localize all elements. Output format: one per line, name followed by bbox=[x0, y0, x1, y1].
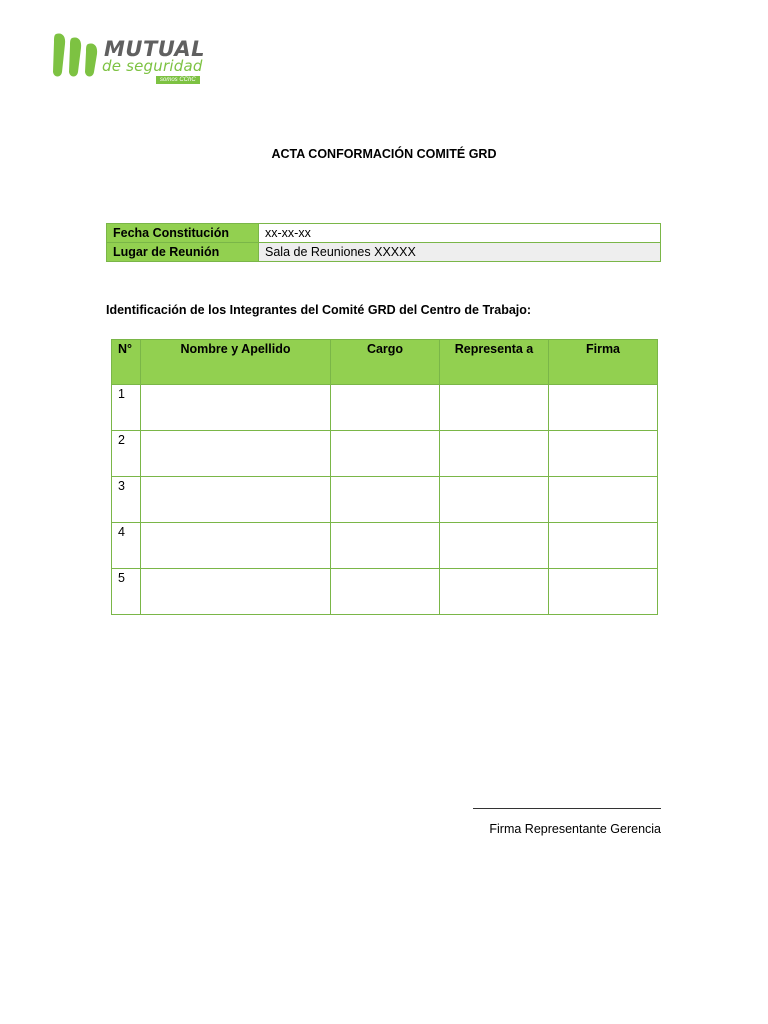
cargo-cell bbox=[331, 569, 440, 615]
document-title: ACTA CONFORMACIÓN COMITÉ GRD bbox=[271, 147, 497, 161]
info-table bbox=[106, 223, 661, 262]
nombre-cell bbox=[141, 385, 331, 431]
nombre-cell bbox=[141, 569, 331, 615]
lugar-label: Lugar de Reunión bbox=[107, 243, 259, 262]
firma-cell bbox=[549, 385, 658, 431]
firma-cell bbox=[549, 523, 658, 569]
section-heading: Identificación de los Integrantes del Comité GRD del Centro de Trabajo: bbox=[106, 303, 532, 317]
table-row bbox=[112, 523, 658, 569]
header-firma: Firma bbox=[549, 340, 658, 385]
table-row bbox=[112, 569, 658, 615]
row-num: 5 bbox=[112, 569, 141, 615]
logo-subtitle: de seguridad bbox=[102, 57, 203, 75]
fecha-label: Fecha Constitución bbox=[107, 224, 259, 243]
mutual-de-seguridad-logo bbox=[52, 32, 222, 88]
firma-cell bbox=[549, 477, 658, 523]
row-num: 4 bbox=[112, 523, 141, 569]
table-row bbox=[112, 477, 658, 523]
logo-brand-text: MUTUAL bbox=[104, 37, 206, 61]
row-num: 1 bbox=[112, 385, 141, 431]
header-representa: Representa a bbox=[440, 340, 549, 385]
cargo-cell bbox=[331, 385, 440, 431]
cargo-cell bbox=[331, 431, 440, 477]
info-row-fecha bbox=[107, 224, 661, 243]
nombre-cell bbox=[141, 523, 331, 569]
nombre-cell bbox=[141, 431, 331, 477]
nombre-cell bbox=[141, 477, 331, 523]
members-header-row bbox=[112, 340, 658, 385]
table-row bbox=[112, 431, 658, 477]
fecha-value: xx-xx-xx bbox=[259, 224, 661, 243]
members-table bbox=[111, 339, 658, 615]
firma-cell bbox=[549, 569, 658, 615]
table-row bbox=[112, 385, 658, 431]
header-num: N° bbox=[112, 340, 141, 385]
cargo-cell bbox=[331, 477, 440, 523]
representa-cell bbox=[440, 569, 549, 615]
firma-cell bbox=[549, 431, 658, 477]
row-num: 3 bbox=[112, 477, 141, 523]
row-num: 2 bbox=[112, 431, 141, 477]
representa-cell bbox=[440, 431, 549, 477]
signature-label: Firma Representante Gerencia bbox=[489, 822, 661, 836]
header-cargo: Cargo bbox=[331, 340, 440, 385]
representa-cell bbox=[440, 523, 549, 569]
signature-line bbox=[473, 808, 661, 809]
logo-stripes-icon bbox=[52, 32, 104, 78]
representa-cell bbox=[440, 385, 549, 431]
representa-cell bbox=[440, 477, 549, 523]
cargo-cell bbox=[331, 523, 440, 569]
info-row-lugar bbox=[107, 243, 661, 262]
logo-tagline: somos CChC bbox=[156, 76, 200, 84]
header-nombre: Nombre y Apellido bbox=[141, 340, 331, 385]
lugar-value: Sala de Reuniones XXXXX bbox=[259, 243, 661, 262]
